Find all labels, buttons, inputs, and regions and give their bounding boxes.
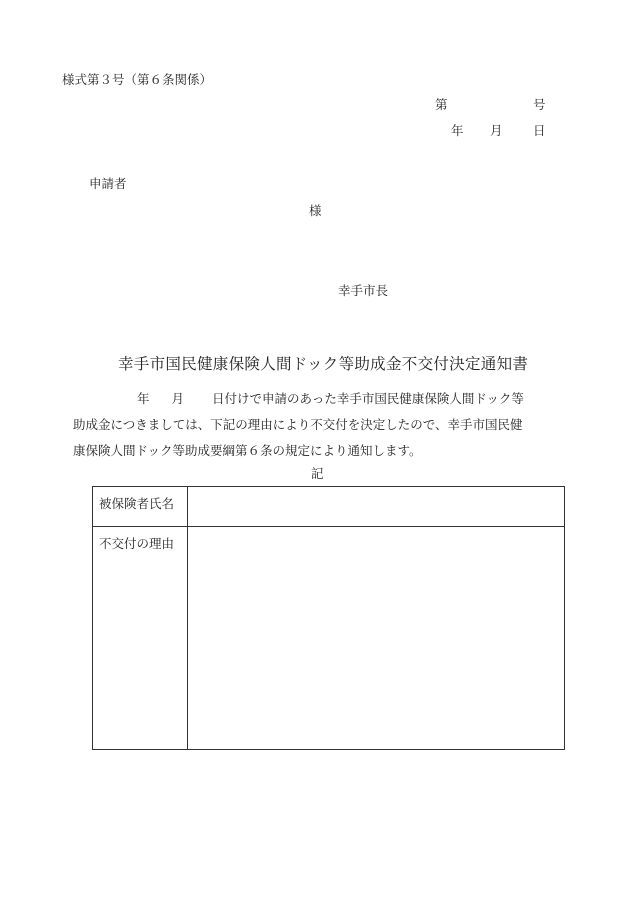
table-row bbox=[93, 527, 565, 750]
reason-label: 不交付の理由 bbox=[93, 527, 188, 750]
body-line-2: 助成金につきましては、下記の理由により不交付を決定したので、幸手市国民健 bbox=[73, 417, 523, 432]
document-title: 幸手市国民健康保険人間ドック等助成金不交付決定通知書 bbox=[118, 355, 529, 373]
insured-name-label: 被保険者氏名 bbox=[93, 487, 188, 527]
table-row bbox=[93, 487, 565, 527]
date-year-label: 年 bbox=[451, 123, 464, 138]
date-month-label: 月 bbox=[490, 123, 503, 138]
date-day-label: 日 bbox=[533, 123, 546, 138]
document-number-suffix: 号 bbox=[533, 97, 546, 112]
form-number: 様式第３号（第６条関係） bbox=[62, 72, 213, 87]
document-number-prefix: 第 bbox=[435, 97, 448, 112]
body-month-label: 月 bbox=[171, 391, 185, 406]
applicant-label: 申請者 bbox=[89, 176, 127, 191]
body-line-3: 康保険人間ドック等助成要綱第６条の規定により通知します。 bbox=[73, 443, 422, 458]
issuer-name: 幸手市長 bbox=[338, 283, 389, 298]
details-table bbox=[92, 486, 565, 750]
applicant-honorific: 様 bbox=[309, 203, 322, 218]
body-year-label: 年 bbox=[137, 391, 150, 406]
body-text bbox=[73, 386, 575, 464]
reason-field[interactable] bbox=[188, 527, 565, 750]
body-line-1-rest: 日付けで申請のあった幸手市国民健康保険人間ドック等 bbox=[212, 391, 524, 406]
insured-name-field[interactable] bbox=[188, 487, 565, 527]
body-line-1 bbox=[73, 386, 575, 412]
ki-label: 記 bbox=[311, 466, 324, 481]
